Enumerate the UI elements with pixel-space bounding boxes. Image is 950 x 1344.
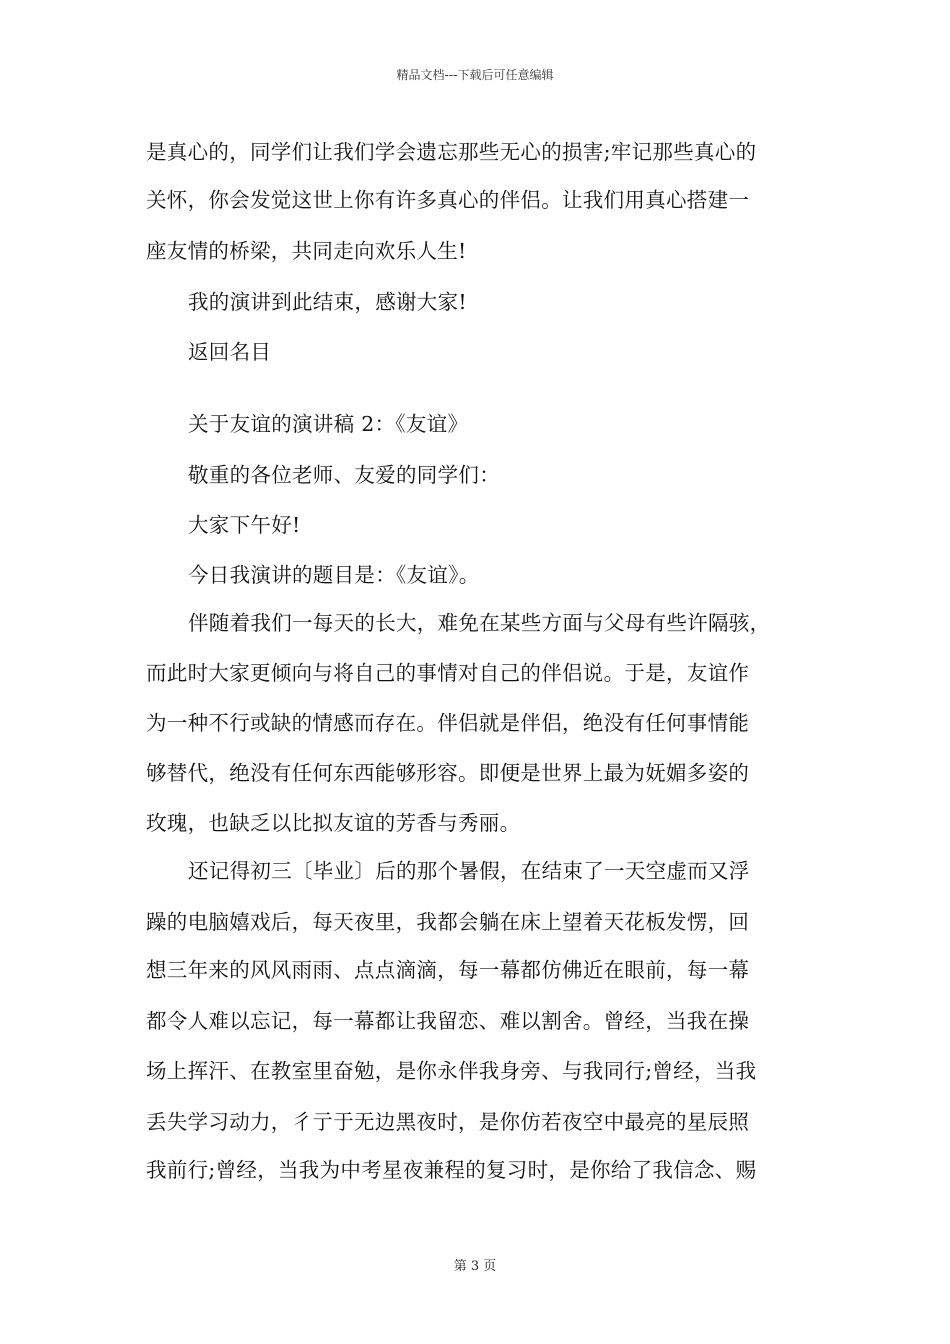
paragraph-line: 而此时大家更倾向与将自己的事情对自己的伴侣说。于是，友谊作: [146, 661, 750, 685]
paragraph-line: 我的演讲到此结束，感谢大家!: [188, 290, 467, 314]
page-header: 精品文档---下载后可任意编辑: [396, 68, 554, 82]
paragraph-line: 够替代，绝没有任何东西能够形容。即便是世界上最为妩媚多姿的: [146, 761, 750, 785]
paragraph-line: 场上挥汗、在教室里奋勉，是你永伴我身旁、与我同行;曾经，当我: [146, 1059, 757, 1083]
page-number: 第 3 页: [453, 1259, 497, 1274]
paragraph-line: 座友情的桥梁，共同走向欢乐人生!: [146, 239, 467, 263]
paragraph-line: 躁的电脑嬉戏后，每天夜里，我都会躺在床上望着天花板发愣，回: [146, 910, 750, 934]
greeting: 大家下午好!: [188, 513, 301, 537]
paragraph-line: 今日我演讲的题目是：《友谊》。: [188, 563, 480, 587]
paragraph-line: 丢失学习动力，彳亍于无边黑夜时，是你仿若夜空中最亮的星辰照: [146, 1110, 750, 1134]
salutation: 敬重的各位老师、友爱的同学们：: [188, 463, 500, 487]
paragraph-line: 伴随着我们一每天的长大，难免在某些方面与父母有些许隔骇，: [188, 611, 771, 635]
paragraph-line: 想三年来的风风雨雨、点点滴滴，每一幕都仿佛近在眼前，每一幕: [146, 958, 750, 982]
paragraph-line: 是真心的，同学们让我们学会遗忘那些无心的损害;牢记那些真心的: [146, 140, 757, 164]
paragraph-line: 还记得初三〔毕业〕后的那个暑假，在结束了一天空虚而又浮: [188, 859, 750, 883]
paragraph-line: 玫瑰，也缺乏以比拟友谊的芳香与秀丽。: [146, 811, 521, 835]
return-to-toc-text: 返回名目: [188, 340, 272, 364]
section-title: 关于友谊的演讲稿 2：《友谊》: [188, 412, 469, 436]
paragraph-line: 为一种不行或缺的情感而存在。伴侣就是伴侣，绝没有任何事情能: [146, 711, 750, 735]
paragraph-line: 我前行;曾经，当我为中考星夜兼程的复习时，是你给了我信念、赐: [146, 1158, 757, 1182]
paragraph-line: 关怀，你会发觉这世上你有许多真心的伴侣。让我们用真心搭建一: [146, 188, 750, 212]
paragraph-line: 都令人难以忘记，每一幕都让我留恋、难以割舍。曾经，当我在操: [146, 1009, 750, 1033]
